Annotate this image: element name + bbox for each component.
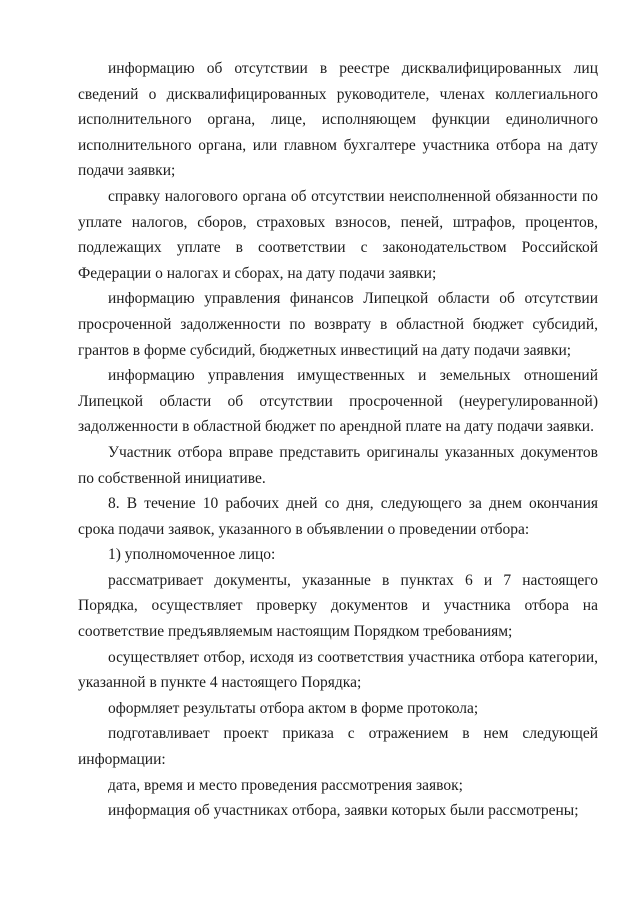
paragraph-clause-8: 8. В течение 10 рабочих дней со дня, следующего за днем окончания срока подачи заявок, указанного в объявлении о проведении отбора: <box>78 495 598 538</box>
paragraph-originals-right: Участник отбора вправе представить оригиналы указанных документов по собственной инициативе. <box>78 443 598 487</box>
paragraph-participants-info: информация об участниках отбора, заявки которых были рассмотрены; <box>108 802 579 820</box>
paragraph-finance-info: информацию управления финансов Липецкой области об отсутствии просроченной задолженности по возврату в областной бюджет субсидий, грантов в форме субсидий, бюджетных инвестиций на дату подачи заявки; <box>78 290 598 359</box>
paragraph-protocol: оформляет результаты отбора актом в форме протокола; <box>108 699 479 717</box>
paragraph-date-time-place: дата, время и место проведения рассмотрения заявок; <box>108 776 463 794</box>
paragraph-authorized-person: 1) уполномоченное лицо: <box>108 546 276 564</box>
paragraph-disqualified-registry: информацию об отсутствии в реестре дисквалифицированных лиц сведений о дисквалифицированных руководителе, членах коллегиального исполнительного органа, лице, исполняющем функции единоличного исполнительного органа, или главном бухгалтере участника отбора на дату подачи заявки; <box>78 60 598 180</box>
paragraph-property-relations-info: информацию управления имущественных и земельных отношений Липецкой области об отсутствии просроченной (неурегулированной) задолженности в областной бюджет по арендной плате на дату подачи заявки. <box>78 367 598 436</box>
paragraph-reviews-documents: рассматривает документы, указанные в пунктах 6 и 7 настоящего Порядка, осуществляет проверку документов и участника отбора на соответствие предъявляемым настоящим Порядком требованиям; <box>78 571 598 641</box>
paragraph-draft-order: подготавливает проект приказа с отражением в нем следующей информации: <box>78 725 598 769</box>
paragraph-tax-certificate: справку налогового органа об отсутствии неисполненной обязанности по уплате налогов, сборов, страховых взносов, пеней, штрафов, процентов, подлежащих уплате в соответствии с законодательством Российской Федерации о налогах и сборах, на дату подачи заявки; <box>78 187 598 282</box>
document-body <box>78 56 598 824</box>
paragraph-performs-selection: осуществляет отбор, исходя из соответствия участника отбора категории, указанной в пункте 4 настоящего Порядка; <box>78 648 598 692</box>
